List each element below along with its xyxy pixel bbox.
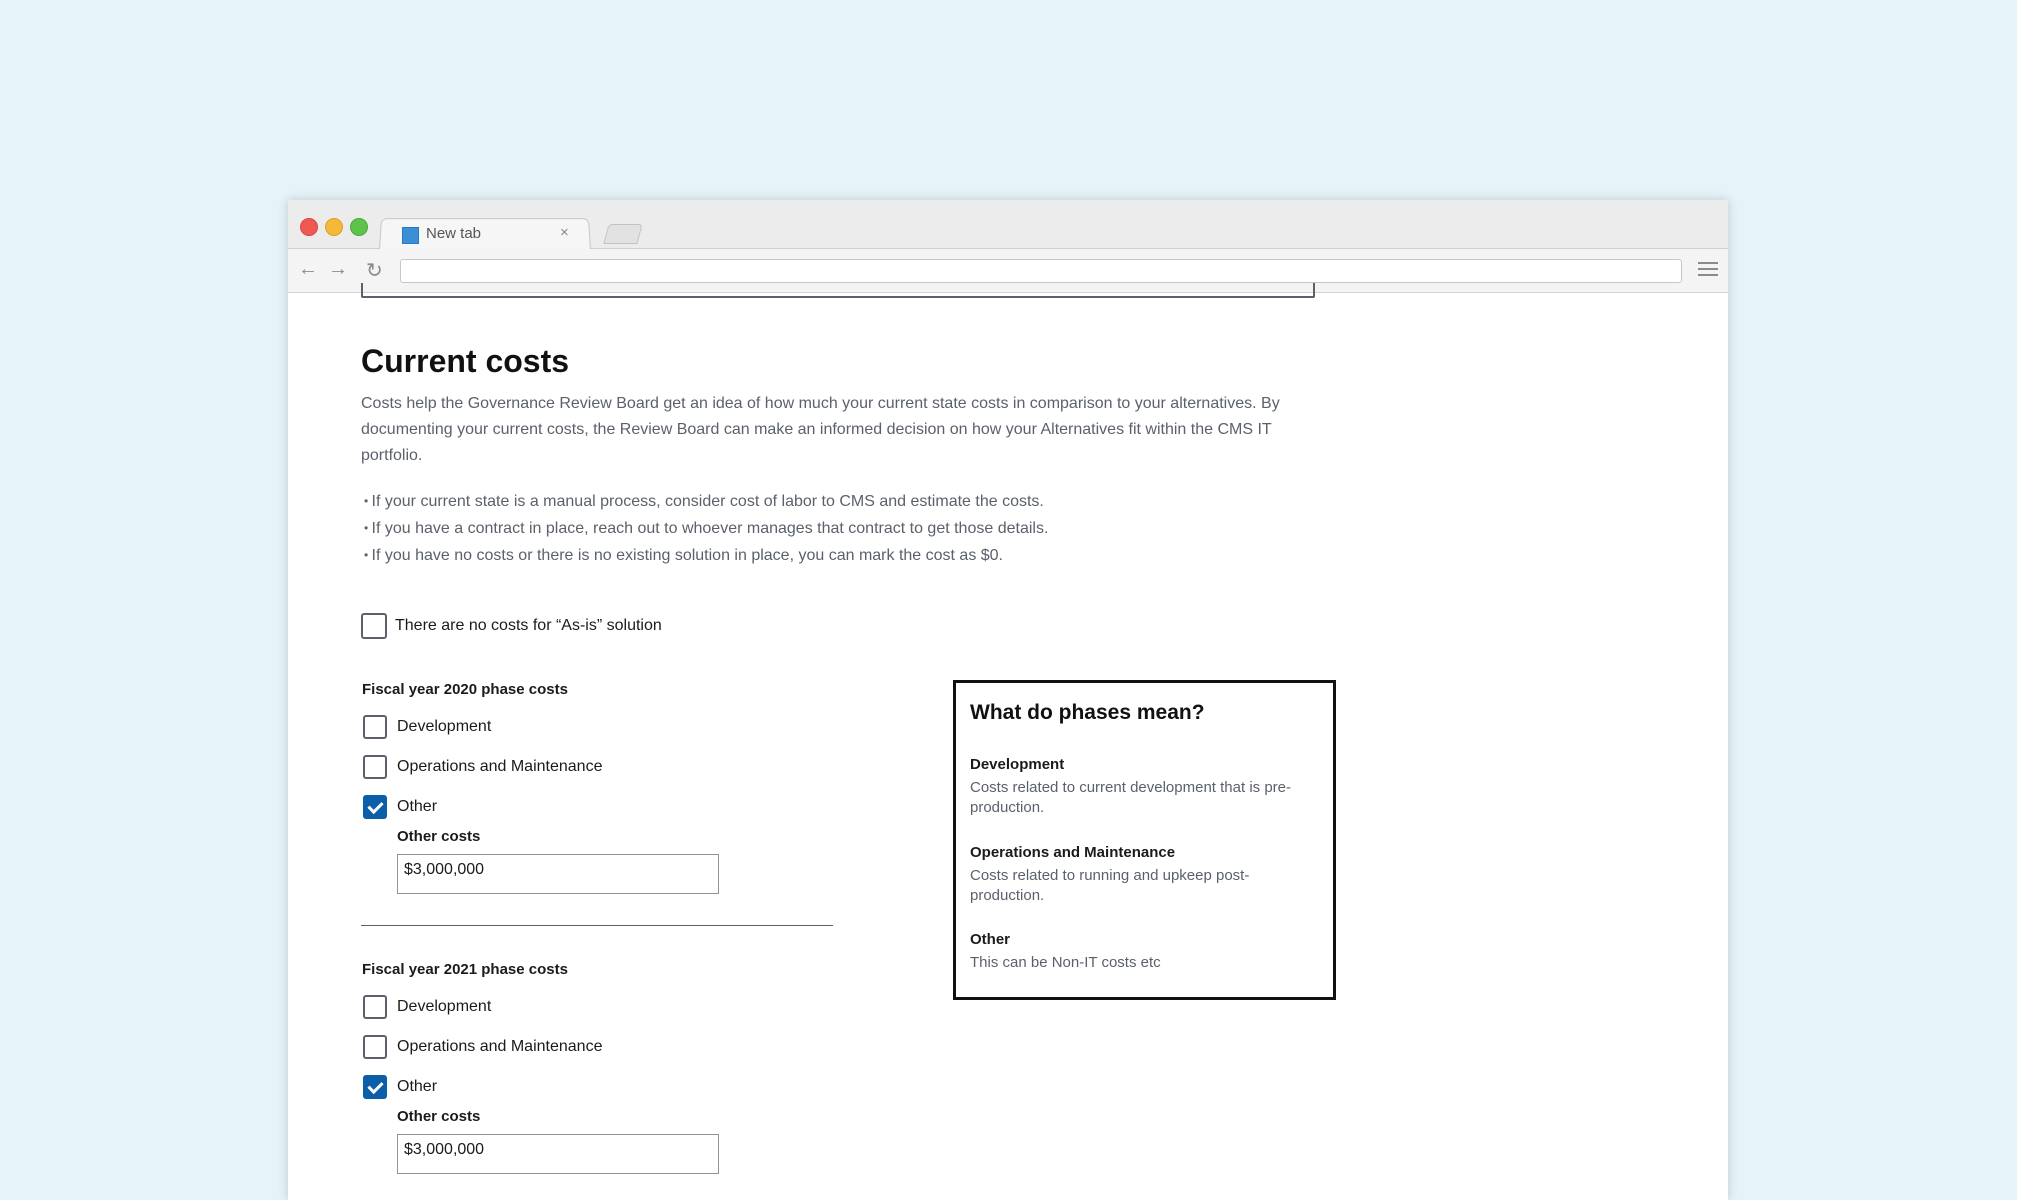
guidance-list: [364, 488, 1048, 569]
fy2020-other-label: Other: [397, 798, 438, 815]
no-costs-checkbox[interactable]: [361, 613, 387, 639]
fy2021-other-label: Other: [397, 1078, 438, 1095]
intro-text: Costs help the Governance Review Board get an idea of how much your current state costs in comparison to your alternatives. By documenting your current costs, the Review Board can make an informed decision on how your Alternatives fit within the CMS IT portfolio.: [361, 395, 1280, 464]
tab-title: New tab: [426, 225, 482, 242]
forward-arrow-icon[interactable]: →: [328, 258, 348, 280]
maximize-window-button[interactable]: [350, 218, 368, 236]
fy2020-om-label: Operations and Maintenance: [397, 758, 603, 775]
info-def-development: Costs related to current development that is pre-production.: [970, 779, 1291, 816]
phases-info-box: [953, 680, 1336, 1000]
info-def-om: Costs related to running and upkeep post-production.: [970, 867, 1250, 904]
fy2020-development-label: Development: [397, 718, 492, 735]
section-divider: [361, 925, 833, 926]
page-title: Current costs: [361, 343, 570, 379]
fy2020-title: Fiscal year 2020 phase costs: [362, 681, 568, 698]
close-window-button[interactable]: [300, 218, 318, 236]
close-icon[interactable]: ×: [560, 224, 569, 241]
tab-bar: [288, 200, 1728, 249]
page-content: [288, 293, 1728, 1193]
guidance-item: • If you have a contract in place, reach out to whoever manages that contract to get those details.: [364, 515, 1048, 542]
info-box-title: What do phases mean?: [970, 701, 1205, 724]
info-def-other: This can be Non-IT costs etc: [970, 954, 1161, 971]
guidance-item: • If you have no costs or there is no existing solution in place, you can mark the cost as $0.: [364, 542, 1048, 569]
browser-window: [288, 200, 1728, 1200]
reload-icon[interactable]: ↻: [366, 260, 383, 282]
fy2021-development-label: Development: [397, 998, 492, 1015]
favicon-icon: [402, 227, 419, 244]
fy2020-other-costs-label: Other costs: [397, 828, 481, 845]
minimize-window-button[interactable]: [325, 218, 343, 236]
guidance-item: • If your current state is a manual process, consider cost of labor to CMS and estimate the costs.: [364, 488, 1048, 515]
fy2021-other-checkbox[interactable]: [363, 1075, 387, 1099]
info-term-development: Development: [970, 756, 1065, 773]
info-term-om: Operations and Maintenance: [970, 844, 1176, 861]
fy2021-om-checkbox[interactable]: [363, 1035, 387, 1059]
fy2021-title: Fiscal year 2021 phase costs: [362, 961, 568, 978]
no-costs-label: There are no costs for “As-is” solution: [395, 617, 662, 634]
fy2021-other-costs-label: Other costs: [397, 1108, 481, 1125]
fy2020-development-checkbox[interactable]: [363, 715, 387, 739]
fy2020-other-checkbox[interactable]: [363, 795, 387, 819]
new-tab-button[interactable]: [603, 224, 642, 244]
previous-field-edge: [361, 283, 1315, 298]
fy2020-other-costs-input[interactable]: $3,000,000: [397, 854, 719, 894]
info-term-other: Other: [970, 931, 1011, 948]
address-bar[interactable]: [400, 259, 1682, 283]
fy2021-development-checkbox[interactable]: [363, 995, 387, 1019]
menu-icon[interactable]: [1698, 262, 1718, 278]
fy2021-om-label: Operations and Maintenance: [397, 1038, 603, 1055]
back-arrow-icon[interactable]: ←: [298, 258, 318, 280]
fy2020-om-checkbox[interactable]: [363, 755, 387, 779]
browser-tab[interactable]: [388, 218, 583, 249]
fy2021-other-costs-input[interactable]: $3,000,000: [397, 1134, 719, 1174]
